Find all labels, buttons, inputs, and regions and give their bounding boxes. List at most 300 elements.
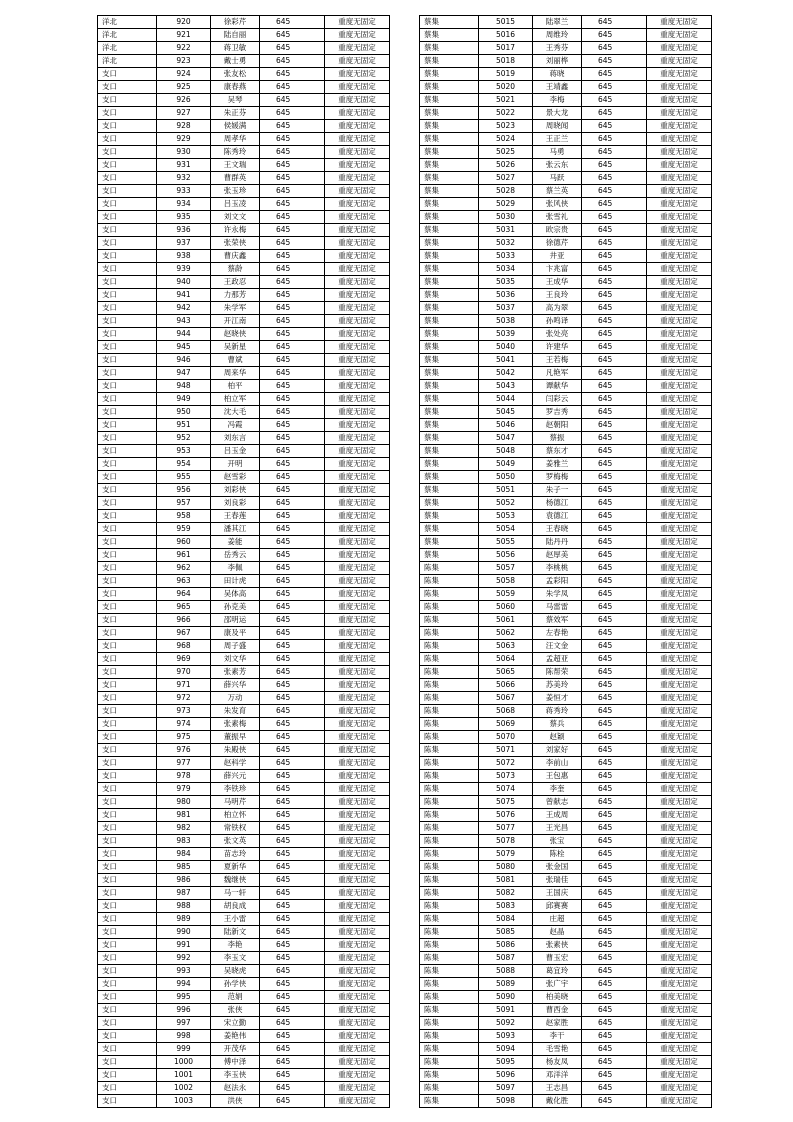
table-row <box>420 224 712 237</box>
town-cell: 蔡集 <box>420 393 479 406</box>
name-cell: 王春莲 <box>211 510 260 523</box>
name-cell: 姜能 <box>211 536 260 549</box>
name-cell: 李梅 <box>533 94 582 107</box>
amount-cell: 645 <box>582 380 647 393</box>
table-row <box>98 42 390 55</box>
amount-cell: 645 <box>260 952 325 965</box>
table-row <box>420 1017 712 1030</box>
name-cell: 李干 <box>533 1030 582 1043</box>
town-cell: 支口 <box>98 861 157 874</box>
table-row <box>98 185 390 198</box>
table-row <box>420 42 712 55</box>
town-cell: 支口 <box>98 484 157 497</box>
name-cell: 王正兰 <box>533 133 582 146</box>
name-cell: 开明 <box>211 458 260 471</box>
amount-cell: 645 <box>582 926 647 939</box>
table-row <box>98 991 390 1004</box>
id-cell: 5076 <box>479 809 533 822</box>
amount-cell: 645 <box>582 718 647 731</box>
category-cell: 重度无固定 <box>325 614 390 627</box>
id-cell: 5075 <box>479 796 533 809</box>
amount-cell: 645 <box>260 991 325 1004</box>
amount-cell: 645 <box>260 783 325 796</box>
table-row <box>420 471 712 484</box>
name-cell: 宋立勤 <box>211 1017 260 1030</box>
name-cell: 马勇 <box>533 146 582 159</box>
town-cell: 陈集 <box>420 614 479 627</box>
amount-cell: 645 <box>260 133 325 146</box>
id-cell: 971 <box>157 679 211 692</box>
amount-cell: 645 <box>582 861 647 874</box>
id-cell: 970 <box>157 666 211 679</box>
id-cell: 945 <box>157 341 211 354</box>
name-cell: 沈大毛 <box>211 406 260 419</box>
amount-cell: 645 <box>260 1043 325 1056</box>
id-cell: 5073 <box>479 770 533 783</box>
town-cell: 蔡集 <box>420 419 479 432</box>
town-cell: 蔡集 <box>420 523 479 536</box>
table-row <box>98 679 390 692</box>
town-cell: 陈集 <box>420 926 479 939</box>
table-row <box>420 796 712 809</box>
table-row <box>420 523 712 536</box>
amount-cell: 645 <box>582 653 647 666</box>
name-cell: 王春晓 <box>533 523 582 536</box>
table-row <box>98 861 390 874</box>
town-cell: 蔡集 <box>420 224 479 237</box>
name-cell: 蔡兰英 <box>533 185 582 198</box>
table-row <box>98 1082 390 1095</box>
id-cell: 5057 <box>479 562 533 575</box>
amount-cell: 645 <box>582 185 647 198</box>
name-cell: 张玉珍 <box>211 185 260 198</box>
name-cell: 李桃桃 <box>533 562 582 575</box>
town-cell: 陈集 <box>420 757 479 770</box>
name-cell: 柏美晓 <box>533 991 582 1004</box>
name-cell: 周子盛 <box>211 640 260 653</box>
town-cell: 洋北 <box>98 42 157 55</box>
id-cell: 5058 <box>479 575 533 588</box>
amount-cell: 645 <box>260 1056 325 1069</box>
amount-cell: 645 <box>260 510 325 523</box>
category-cell: 重度无固定 <box>647 549 712 562</box>
name-cell: 刘文华 <box>211 653 260 666</box>
category-cell: 重度无固定 <box>325 289 390 302</box>
town-cell: 支口 <box>98 835 157 848</box>
category-cell: 重度无固定 <box>325 224 390 237</box>
table-row <box>98 419 390 432</box>
name-cell: 柏立军 <box>211 393 260 406</box>
category-cell: 重度无固定 <box>647 276 712 289</box>
town-cell: 支口 <box>98 107 157 120</box>
town-cell: 陈集 <box>420 1030 479 1043</box>
id-cell: 5016 <box>479 29 533 42</box>
id-cell: 5036 <box>479 289 533 302</box>
amount-cell: 645 <box>582 133 647 146</box>
name-cell: 王包惠 <box>533 770 582 783</box>
name-cell: 周来华 <box>211 367 260 380</box>
name-cell: 张处亮 <box>533 328 582 341</box>
name-cell: 吕玉凌 <box>211 198 260 211</box>
name-cell: 赵晓侠 <box>211 328 260 341</box>
name-cell: 杨友凤 <box>533 1056 582 1069</box>
town-cell: 支口 <box>98 562 157 575</box>
category-cell: 重度无固定 <box>647 458 712 471</box>
category-cell: 重度无固定 <box>325 393 390 406</box>
table-row <box>98 237 390 250</box>
name-cell: 杨德江 <box>533 497 582 510</box>
town-cell: 支口 <box>98 172 157 185</box>
table-row <box>420 68 712 81</box>
name-cell: 高为翠 <box>533 302 582 315</box>
amount-cell: 645 <box>582 276 647 289</box>
amount-cell: 645 <box>582 874 647 887</box>
name-cell: 薛兴元 <box>211 770 260 783</box>
name-cell: 袁德江 <box>533 510 582 523</box>
category-cell: 重度无固定 <box>647 471 712 484</box>
id-cell: 933 <box>157 185 211 198</box>
town-cell: 支口 <box>98 159 157 172</box>
table-row <box>420 250 712 263</box>
name-cell: 吴体高 <box>211 588 260 601</box>
amount-cell: 645 <box>582 1043 647 1056</box>
town-cell: 陈集 <box>420 679 479 692</box>
amount-cell: 645 <box>260 120 325 133</box>
name-cell: 景大龙 <box>533 107 582 120</box>
amount-cell: 645 <box>260 1004 325 1017</box>
amount-cell: 645 <box>582 237 647 250</box>
name-cell: 张金国 <box>533 861 582 874</box>
category-cell: 重度无固定 <box>647 562 712 575</box>
category-cell: 重度无固定 <box>325 588 390 601</box>
amount-cell: 645 <box>582 250 647 263</box>
category-cell: 重度无固定 <box>325 653 390 666</box>
town-cell: 陈集 <box>420 900 479 913</box>
amount-cell: 645 <box>582 757 647 770</box>
category-cell: 重度无固定 <box>325 42 390 55</box>
category-cell: 重度无固定 <box>647 68 712 81</box>
name-cell: 邓洋洋 <box>533 1069 582 1082</box>
category-cell: 重度无固定 <box>325 744 390 757</box>
table-row <box>98 354 390 367</box>
amount-cell: 645 <box>582 419 647 432</box>
category-cell: 重度无固定 <box>647 887 712 900</box>
town-cell: 支口 <box>98 588 157 601</box>
id-cell: 934 <box>157 198 211 211</box>
category-cell: 重度无固定 <box>325 16 390 29</box>
town-cell: 蔡集 <box>420 406 479 419</box>
table-row <box>98 562 390 575</box>
id-cell: 922 <box>157 42 211 55</box>
amount-cell: 645 <box>582 315 647 328</box>
table-row <box>98 952 390 965</box>
category-cell: 重度无固定 <box>325 575 390 588</box>
category-cell: 重度无固定 <box>325 848 390 861</box>
table-row <box>420 289 712 302</box>
town-cell: 支口 <box>98 354 157 367</box>
amount-cell: 645 <box>260 315 325 328</box>
id-cell: 956 <box>157 484 211 497</box>
name-cell: 吴琴 <box>211 94 260 107</box>
id-cell: 957 <box>157 497 211 510</box>
town-cell: 陈集 <box>420 822 479 835</box>
town-cell: 陈集 <box>420 770 479 783</box>
amount-cell: 645 <box>260 237 325 250</box>
name-cell: 李玉文 <box>211 952 260 965</box>
amount-cell: 645 <box>582 406 647 419</box>
id-cell: 5078 <box>479 835 533 848</box>
category-cell: 重度无固定 <box>325 497 390 510</box>
town-cell: 蔡集 <box>420 107 479 120</box>
id-cell: 5092 <box>479 1017 533 1030</box>
category-cell: 重度无固定 <box>325 1004 390 1017</box>
table-row <box>98 120 390 133</box>
town-cell: 蔡集 <box>420 172 479 185</box>
category-cell: 重度无固定 <box>325 1056 390 1069</box>
amount-cell: 645 <box>260 562 325 575</box>
name-cell: 左春艳 <box>533 627 582 640</box>
id-cell: 5091 <box>479 1004 533 1017</box>
amount-cell: 645 <box>582 887 647 900</box>
category-cell: 重度无固定 <box>325 965 390 978</box>
category-cell: 重度无固定 <box>325 523 390 536</box>
table-row <box>98 94 390 107</box>
amount-cell: 645 <box>260 744 325 757</box>
category-cell: 重度无固定 <box>325 939 390 952</box>
id-cell: 979 <box>157 783 211 796</box>
name-cell: 蒋晓 <box>533 68 582 81</box>
id-cell: 5018 <box>479 55 533 68</box>
id-cell: 5050 <box>479 471 533 484</box>
name-cell: 陆丹丹 <box>533 536 582 549</box>
town-cell: 支口 <box>98 939 157 952</box>
town-cell: 支口 <box>98 523 157 536</box>
category-cell: 重度无固定 <box>647 94 712 107</box>
id-cell: 950 <box>157 406 211 419</box>
category-cell: 重度无固定 <box>325 926 390 939</box>
name-cell: 马明芹 <box>211 796 260 809</box>
amount-cell: 645 <box>582 640 647 653</box>
id-cell: 5048 <box>479 445 533 458</box>
category-cell: 重度无固定 <box>325 172 390 185</box>
name-cell: 王良玲 <box>533 289 582 302</box>
category-cell: 重度无固定 <box>647 640 712 653</box>
category-cell: 重度无固定 <box>325 822 390 835</box>
town-cell: 支口 <box>98 68 157 81</box>
category-cell: 重度无固定 <box>325 952 390 965</box>
name-cell: 张素侠 <box>533 939 582 952</box>
name-cell: 陈栓 <box>533 848 582 861</box>
town-cell: 陈集 <box>420 1095 479 1108</box>
id-cell: 5019 <box>479 68 533 81</box>
name-cell: 曹庆鑫 <box>211 250 260 263</box>
category-cell: 重度无固定 <box>325 237 390 250</box>
table-row <box>98 588 390 601</box>
amount-cell: 645 <box>582 991 647 1004</box>
table-row <box>420 16 712 29</box>
name-cell: 陆自丽 <box>211 29 260 42</box>
category-cell: 重度无固定 <box>325 432 390 445</box>
id-cell: 5086 <box>479 939 533 952</box>
table-row <box>420 120 712 133</box>
amount-cell: 645 <box>582 211 647 224</box>
town-cell: 蔡集 <box>420 328 479 341</box>
category-cell: 重度无固定 <box>647 679 712 692</box>
table-row <box>98 497 390 510</box>
table-row <box>420 1056 712 1069</box>
table-row <box>420 822 712 835</box>
town-cell: 陈集 <box>420 809 479 822</box>
name-cell: 李铁珍 <box>211 783 260 796</box>
category-cell: 重度无固定 <box>647 718 712 731</box>
category-cell: 重度无固定 <box>325 263 390 276</box>
id-cell: 5053 <box>479 510 533 523</box>
id-cell: 5088 <box>479 965 533 978</box>
id-cell: 969 <box>157 653 211 666</box>
town-cell: 支口 <box>98 133 157 146</box>
name-cell: 马跃 <box>533 172 582 185</box>
amount-cell: 645 <box>260 172 325 185</box>
table-row <box>98 341 390 354</box>
amount-cell: 645 <box>260 380 325 393</box>
amount-cell: 645 <box>260 601 325 614</box>
amount-cell: 645 <box>260 211 325 224</box>
id-cell: 5059 <box>479 588 533 601</box>
id-cell: 5021 <box>479 94 533 107</box>
town-cell: 陈集 <box>420 861 479 874</box>
id-cell: 949 <box>157 393 211 406</box>
name-cell: 曾献志 <box>533 796 582 809</box>
category-cell: 重度无固定 <box>647 523 712 536</box>
name-cell: 许建华 <box>533 341 582 354</box>
town-cell: 支口 <box>98 978 157 991</box>
amount-cell: 645 <box>582 224 647 237</box>
id-cell: 5035 <box>479 276 533 289</box>
category-cell: 重度无固定 <box>325 770 390 783</box>
amount-cell: 645 <box>582 536 647 549</box>
town-cell: 支口 <box>98 81 157 94</box>
category-cell: 重度无固定 <box>325 250 390 263</box>
amount-cell: 645 <box>260 146 325 159</box>
town-cell: 陈集 <box>420 666 479 679</box>
name-cell: 蔡振 <box>533 432 582 445</box>
name-cell: 谭献华 <box>533 380 582 393</box>
name-cell: 薛兴华 <box>211 679 260 692</box>
town-cell: 陈集 <box>420 588 479 601</box>
id-cell: 5017 <box>479 42 533 55</box>
table-row <box>98 16 390 29</box>
amount-cell: 645 <box>582 575 647 588</box>
table-row <box>420 1043 712 1056</box>
table-row <box>420 705 712 718</box>
id-cell: 5083 <box>479 900 533 913</box>
town-cell: 支口 <box>98 432 157 445</box>
category-cell: 重度无固定 <box>647 42 712 55</box>
town-cell: 支口 <box>98 1056 157 1069</box>
id-cell: 953 <box>157 445 211 458</box>
id-cell: 5093 <box>479 1030 533 1043</box>
id-cell: 5079 <box>479 848 533 861</box>
id-cell: 989 <box>157 913 211 926</box>
amount-cell: 645 <box>260 653 325 666</box>
town-cell: 陈集 <box>420 913 479 926</box>
name-cell: 戴化胜 <box>533 1095 582 1108</box>
town-cell: 支口 <box>98 744 157 757</box>
table-row <box>420 614 712 627</box>
id-cell: 5042 <box>479 367 533 380</box>
amount-cell: 645 <box>260 978 325 991</box>
id-cell: 998 <box>157 1030 211 1043</box>
town-cell: 蔡集 <box>420 133 479 146</box>
table-row <box>420 861 712 874</box>
town-cell: 支口 <box>98 1095 157 1108</box>
amount-cell: 645 <box>260 1095 325 1108</box>
amount-cell: 645 <box>260 692 325 705</box>
category-cell: 重度无固定 <box>647 627 712 640</box>
town-cell: 支口 <box>98 900 157 913</box>
id-cell: 994 <box>157 978 211 991</box>
table-row <box>98 1030 390 1043</box>
id-cell: 930 <box>157 146 211 159</box>
amount-cell: 645 <box>582 770 647 783</box>
id-cell: 943 <box>157 315 211 328</box>
amount-cell: 645 <box>260 1069 325 1082</box>
table-row <box>420 354 712 367</box>
name-cell: 张文英 <box>211 835 260 848</box>
name-cell: 张宝 <box>533 835 582 848</box>
name-cell: 张友松 <box>211 68 260 81</box>
id-cell: 988 <box>157 900 211 913</box>
table-row <box>98 146 390 159</box>
name-cell: 曹群英 <box>211 172 260 185</box>
category-cell: 重度无固定 <box>647 341 712 354</box>
town-cell: 蔡集 <box>420 29 479 42</box>
id-cell: 995 <box>157 991 211 1004</box>
name-cell: 李佩 <box>211 562 260 575</box>
town-cell: 支口 <box>98 289 157 302</box>
category-cell: 重度无固定 <box>325 107 390 120</box>
town-cell: 支口 <box>98 913 157 926</box>
name-cell: 常铁权 <box>211 822 260 835</box>
name-cell: 张侠 <box>211 1004 260 1017</box>
id-cell: 926 <box>157 94 211 107</box>
id-cell: 935 <box>157 211 211 224</box>
category-cell: 重度无固定 <box>647 913 712 926</box>
category-cell: 重度无固定 <box>325 406 390 419</box>
category-cell: 重度无固定 <box>325 809 390 822</box>
name-cell: 曹玉宏 <box>533 952 582 965</box>
town-cell: 蔡集 <box>420 302 479 315</box>
name-cell: 侯媛满 <box>211 120 260 133</box>
id-cell: 952 <box>157 432 211 445</box>
category-cell: 重度无固定 <box>647 29 712 42</box>
id-cell: 5033 <box>479 250 533 263</box>
amount-cell: 645 <box>260 809 325 822</box>
amount-cell: 645 <box>260 341 325 354</box>
category-cell: 重度无固定 <box>647 783 712 796</box>
id-cell: 964 <box>157 588 211 601</box>
amount-cell: 645 <box>582 614 647 627</box>
table-row <box>420 978 712 991</box>
id-cell: 946 <box>157 354 211 367</box>
table-row <box>98 1017 390 1030</box>
town-cell: 陈集 <box>420 887 479 900</box>
category-cell: 重度无固定 <box>647 874 712 887</box>
town-cell: 蔡集 <box>420 341 479 354</box>
category-cell: 重度无固定 <box>647 601 712 614</box>
id-cell: 999 <box>157 1043 211 1056</box>
name-cell: 曹斌 <box>211 354 260 367</box>
